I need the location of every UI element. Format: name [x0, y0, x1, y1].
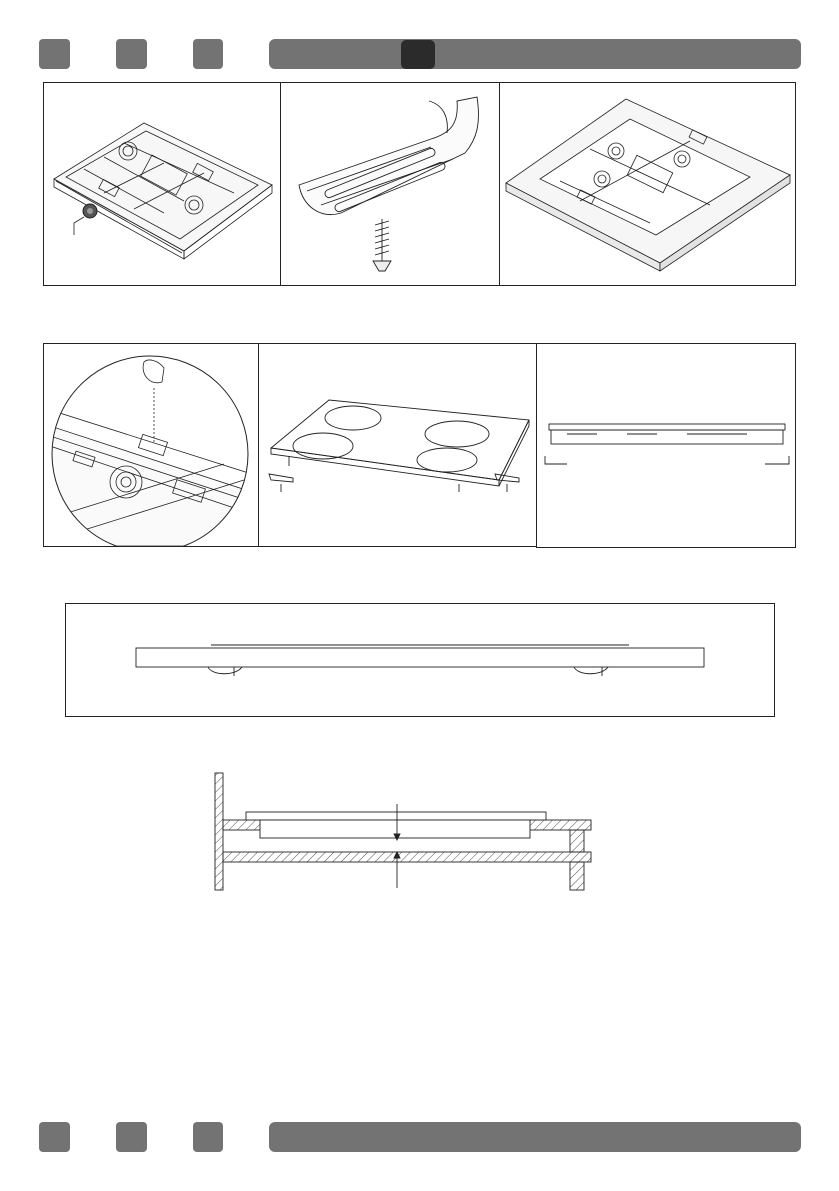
glass-hob-icon: [259, 344, 536, 546]
cabinet-section-figure: [212, 770, 597, 895]
hob-underside-icon: [44, 83, 280, 285]
page-number-badge: [401, 40, 435, 69]
header-bar: [269, 39, 801, 69]
worktop-icon: [500, 83, 795, 285]
panel-bracket-screw: [280, 82, 501, 286]
magnifier-circle-icon: [44, 344, 258, 546]
bracket-icon: [281, 83, 500, 285]
header-tab-3: [193, 39, 223, 69]
cross-section-icon: [66, 604, 774, 716]
header-tab-2: [116, 39, 147, 69]
panel-bracket-detail: [43, 343, 259, 547]
panel-side-view: [536, 343, 796, 548]
header-tab-1: [39, 39, 70, 69]
side-view-icon: [537, 344, 795, 547]
footer-bar: [269, 1122, 801, 1152]
screw-icon: [373, 219, 391, 271]
panel-hob-underside: [43, 82, 281, 286]
cabinet-section-icon: [212, 770, 597, 895]
left-bracket-icon: [269, 474, 293, 492]
footer-tab-2: [116, 1122, 147, 1152]
footer-tab-1: [39, 1122, 70, 1152]
panel-glass-hob: [258, 343, 537, 547]
panel-worktop-section: [65, 603, 775, 717]
panel-hob-on-worktop: [499, 82, 796, 286]
footer-tab-3: [193, 1122, 223, 1152]
